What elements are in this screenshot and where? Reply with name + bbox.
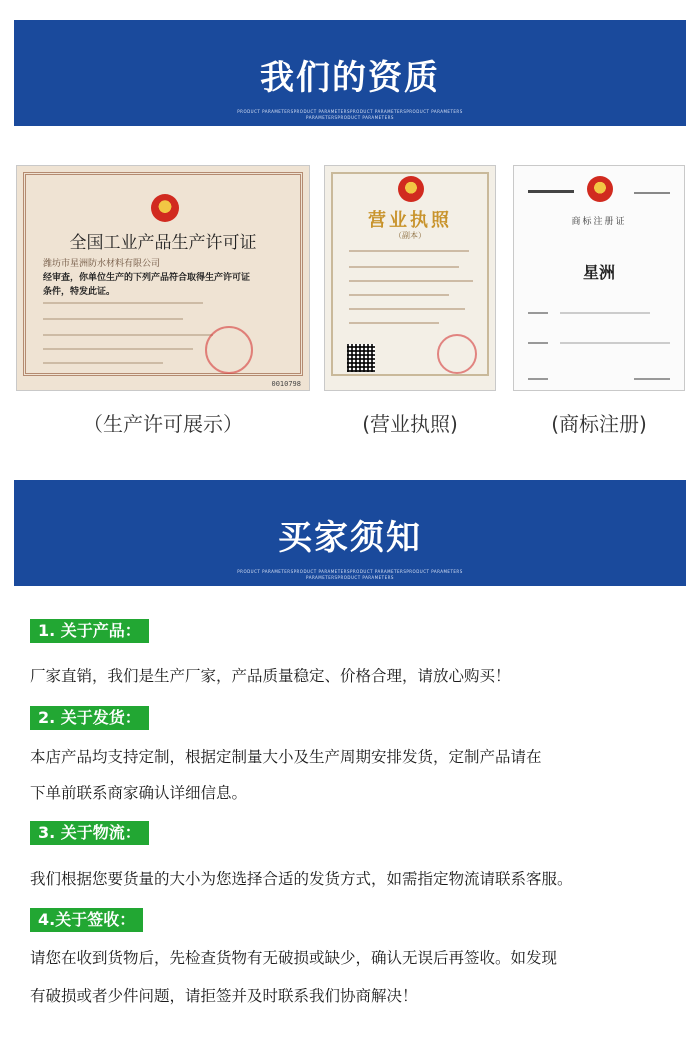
trademark-certificate-image [513, 165, 685, 391]
qr-code-icon [347, 344, 375, 372]
notice-heading-logistics: 3. 关于物流： [30, 821, 149, 845]
national-emblem-icon [151, 194, 179, 222]
official-seal-icon [205, 326, 253, 374]
national-emblem-icon [398, 176, 424, 202]
production-license-caption: （生产许可展示） [83, 412, 243, 436]
qualifications-title: 我们的资质 [260, 58, 440, 98]
notice-text-product: 厂家直销，我们是生产厂家，产品质量稳定、价格合理，请放心购买！ [30, 667, 511, 685]
license-number: 0010798 [271, 380, 301, 388]
national-emblem-icon [587, 176, 613, 202]
notice-text-receipt-2: 有破损或者少件问题，请拒签并及时联系我们协商解决！ [30, 987, 418, 1005]
notice-heading-receipt: 4.关于签收： [30, 908, 143, 932]
buyer-notice-title: 买家须知 [278, 518, 422, 558]
qualifications-banner [14, 20, 686, 126]
banner-fine-print: PRODUCT PARAMETERSPRODUCT PARAMETERSPRODUCT PARAMETERSPRODUCT PARAMETERS PARAMETERSPRODUCT PARAMETERS [237, 569, 463, 580]
license-title: 全国工业产品生产许可证 [69, 233, 257, 253]
notice-heading-shipping: 2. 关于发货： [30, 706, 149, 730]
trademark-title: 商标注册证 [571, 217, 627, 227]
notice-heading-product: 1. 关于产品： [30, 619, 149, 643]
business-license-title: 营业执照 [368, 210, 452, 231]
notice-text-logistics: 我们根据您要货量的大小为您选择合适的发货方式，如需指定物流请联系客服。 [30, 870, 573, 888]
banner-fine-print: PRODUCT PARAMETERSPRODUCT PARAMETERSPRODUCT PARAMETERSPRODUCT PARAMETERS PARAMETERSPRODUCT PARAMETERS [237, 109, 463, 120]
production-license-image: 全国工业产品生产许可证 潍坊市星洲防水材料有限公司 经审查，你单位生产的下列产品符合取得生产许可证 条件，特发此证。 0010798 [16, 165, 310, 391]
buyer-notice-banner [14, 480, 686, 586]
notice-text-shipping-1: 本店产品均支持定制，根据定制量大小及生产周期安排发货，定制产品请在 [30, 748, 542, 766]
trademark-caption: (商标注册) [551, 412, 647, 436]
official-seal-icon [437, 334, 477, 374]
business-license-caption: (营业执照) [362, 412, 458, 436]
trademark-mark: 星洲 [582, 263, 615, 282]
notice-text-receipt-1: 请您在收到货物后，先检查货物有无破损或缺少，确认无误后再签收。如发现 [30, 949, 558, 967]
notice-text-shipping-2: 下单前联系商家确认详细信息。 [30, 784, 248, 802]
business-license-image: 营业执照 （副本） [324, 165, 496, 391]
